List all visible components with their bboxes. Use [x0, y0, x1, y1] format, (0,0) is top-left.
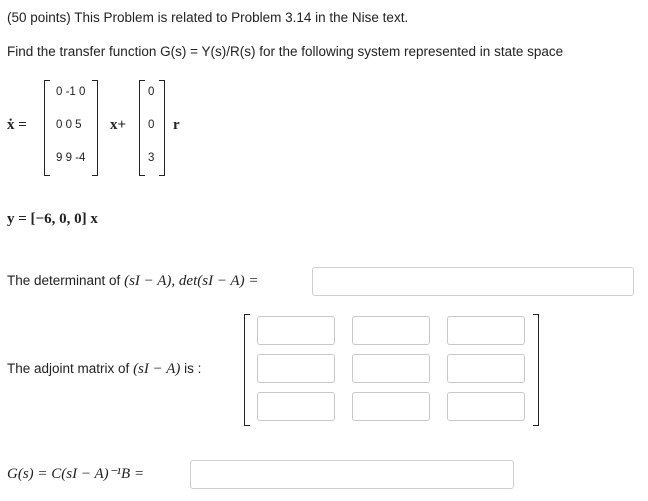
adjoint-label-text: The adjoint matrix of [7, 361, 134, 376]
transfer-function-label: G(s) = C(sI − A)⁻¹B = [7, 466, 145, 482]
problem-instruction: Find the transfer function G(s) = Y(s)/R(s) for the following system represented in state space [7, 44, 564, 59]
determinant-label-text: The determinant of [7, 273, 125, 288]
matrix-b-right-bracket [159, 80, 165, 176]
matrix-b-row-1: 0 [148, 86, 155, 98]
adjoint-cell-2-3[interactable] [447, 354, 525, 383]
output-equation: y = [−6, 0, 0] x [7, 211, 98, 227]
determinant-label [7, 272, 258, 290]
matrix-b-row-3: 3 [148, 152, 155, 164]
adjoint-cell-1-2[interactable] [352, 316, 430, 345]
adjoint-label-suffix: is : [180, 361, 202, 376]
adjoint-right-bracket [533, 314, 539, 426]
adjoint-cell-1-1[interactable] [257, 316, 335, 345]
matrix-a-left-bracket [44, 80, 50, 176]
determinant-label-math: (sI − A), det(sI − A) = [124, 273, 259, 289]
adjoint-left-bracket [244, 314, 250, 426]
matrix-a-right-bracket [92, 80, 98, 176]
adjoint-cell-1-3[interactable] [447, 316, 525, 345]
adjoint-label [7, 360, 201, 378]
adjoint-cell-3-3[interactable] [447, 392, 525, 421]
matrix-a-row-2: 0 0 5 [56, 119, 82, 131]
transfer-function-input[interactable] [190, 460, 514, 489]
adjoint-cell-2-1[interactable] [257, 354, 335, 383]
matrix-a-row-3: 9 9 -4 [56, 152, 86, 164]
adjoint-cell-2-2[interactable] [352, 354, 430, 383]
matrix-a-row-1: 0 -1 0 [56, 86, 86, 98]
state-eq-lhs: ẋ = [7, 117, 27, 133]
adjoint-cell-3-2[interactable] [352, 392, 430, 421]
matrix-b-left-bracket [139, 80, 145, 176]
matrix-b-row-2: 0 [148, 119, 155, 131]
determinant-input[interactable] [312, 267, 634, 296]
adjoint-cell-3-1[interactable] [257, 392, 335, 421]
adjoint-label-math: (sI − A) [133, 361, 181, 377]
state-eq-rhs: r [173, 117, 180, 133]
problem-header: (50 points) This Problem is related to Problem 3.14 in the Nise text. [7, 10, 409, 25]
state-eq-mid: x+ [110, 117, 127, 133]
